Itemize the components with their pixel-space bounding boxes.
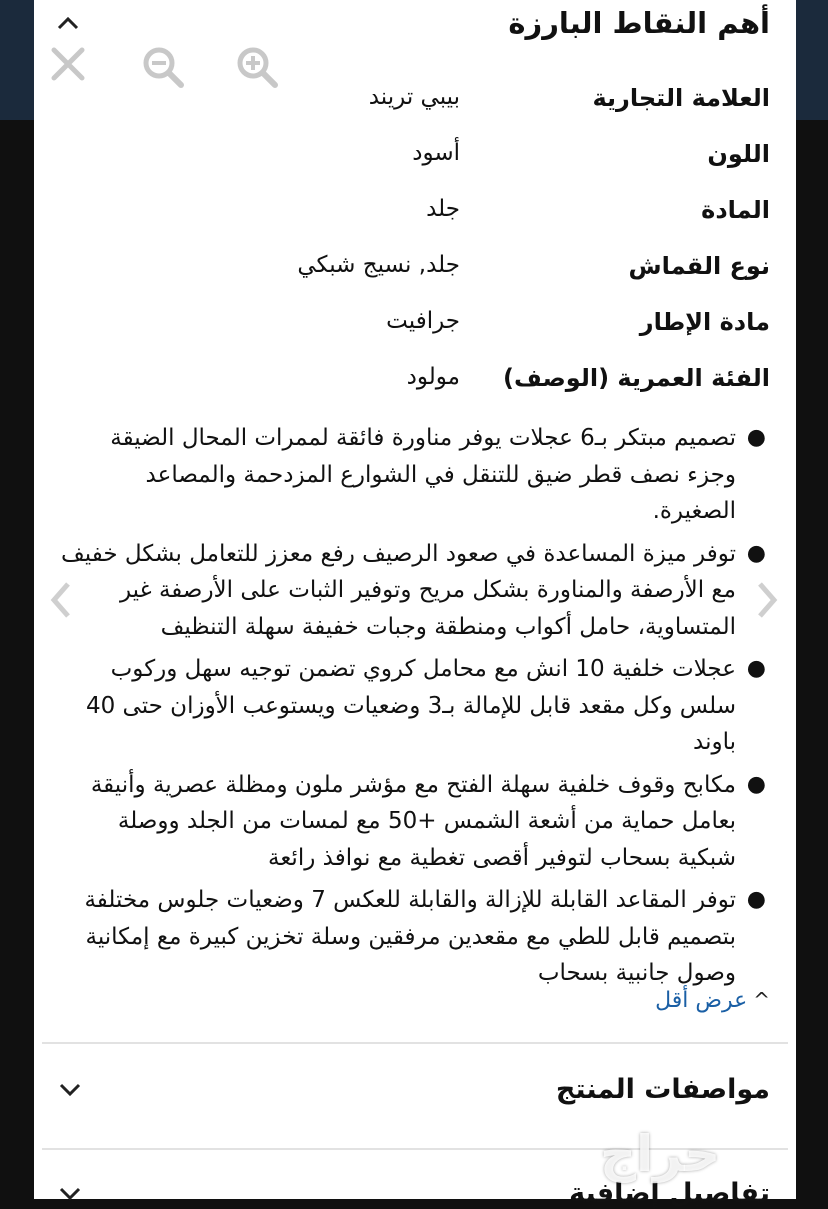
show-less-label: عرض أقل (655, 988, 748, 1013)
previous-image-arrow-icon[interactable] (46, 578, 76, 622)
chevron-down-icon[interactable] (58, 1186, 82, 1206)
bullet-icon: ● (746, 887, 766, 912)
haraj-watermark: حراج (600, 1125, 721, 1183)
list-item (55, 536, 770, 646)
divider (42, 1042, 788, 1044)
bullet-text: توفر ميزة المساعدة في صعود الرصيف رفع معزز للتعامل بشكل خفيف مع الأرصفة والمناورة بشكل مريح وتوفير الثبات على الأرصفة غير المتساوية، حامل أكواب ومنطقة وجبات خفيفة سهلة التنظيف (60, 540, 736, 640)
highlights-title: أهم النقاط البارزة (508, 6, 770, 40)
feature-bullet-list (55, 420, 770, 998)
collapse-chevron-up-icon[interactable] (56, 8, 80, 38)
bullet-text: تصميم مبتكر بـ6 عجلات يوفر مناورة فائقة لممرات المحال الضيقة وجزء نصف قطر ضيق للتنقل في الشوارع المزدحمة والمصاعد الصغيرة. (110, 425, 736, 524)
zoom-in-icon[interactable] (234, 44, 280, 90)
spec-row-color (50, 140, 770, 180)
spec-label: نوع القماش (628, 252, 770, 280)
spec-row-fabric (50, 252, 770, 292)
list-item (55, 767, 770, 877)
list-item (55, 651, 770, 761)
list-item (55, 882, 770, 992)
chevron-down-icon[interactable] (58, 1082, 82, 1102)
section-title-additional[interactable]: تفاصيل إضافية (569, 1178, 770, 1209)
bullet-text: مكابح وقوف خلفية سهلة الفتح مع مؤشر ملون ومظلة عصرية وأنيقة بعامل حماية من أشعة الشمس +50 مع لمسات من الجلد ووصلة شبكية بسحاب لتوفير أقصى تغطية مع نوافذ رائعة (90, 771, 736, 871)
spec-row-age (50, 364, 770, 404)
list-item (55, 420, 770, 530)
spec-row-material (50, 196, 770, 236)
spec-value: أسود (412, 140, 460, 166)
section-title-product-specs[interactable]: مواصفات المنتج (555, 1074, 770, 1105)
spec-value: جرافيت (386, 308, 460, 334)
bullet-icon: ● (746, 656, 766, 681)
viewer-backdrop-right (796, 0, 828, 120)
caret-up-icon: ^ (753, 988, 770, 1012)
bullet-text: عجلات خلفية 10 انش مع محامل كروي تضمن توجيه سهل وركوب سلس وكل مقعد قابل للإمالة بـ3 وضعيات ويستوعب الأوزان حتى 40 باوند (85, 656, 736, 755)
spec-label: المادة (701, 196, 770, 224)
spec-value: بيبي تريند (368, 84, 460, 110)
bullet-text: توفر المقاعد القابلة للإزالة والقابلة للعكس 7 وضعيات جلوس مختلفة بتصميم قابل للطي مع مقعدين مرفقين وسلة تخزين كبيرة مع إمكانية وصول جانبية بسحاب (84, 887, 736, 986)
spec-label: اللون (707, 140, 770, 168)
spec-label: الفئة العمرية (الوصف) (503, 364, 770, 392)
spec-value: مولود (406, 364, 460, 390)
show-less-link[interactable] (655, 988, 770, 1013)
zoom-out-icon[interactable] (140, 44, 186, 90)
bullet-icon: ● (746, 540, 766, 566)
bullet-icon: ● (746, 425, 766, 450)
spec-label: مادة الإطار (639, 308, 770, 336)
spec-row-frame (50, 308, 770, 348)
viewer-backdrop-left (0, 0, 34, 120)
bullet-icon: ● (746, 771, 766, 797)
spec-label: العلامة التجارية (592, 84, 770, 112)
spec-value: جلد, نسيج شبكي (297, 252, 460, 278)
spec-value: جلد (426, 196, 460, 222)
viewer-toolbar (48, 44, 288, 104)
close-icon[interactable] (48, 44, 88, 84)
product-details-card (34, 0, 796, 1209)
next-image-arrow-icon[interactable] (752, 578, 782, 622)
